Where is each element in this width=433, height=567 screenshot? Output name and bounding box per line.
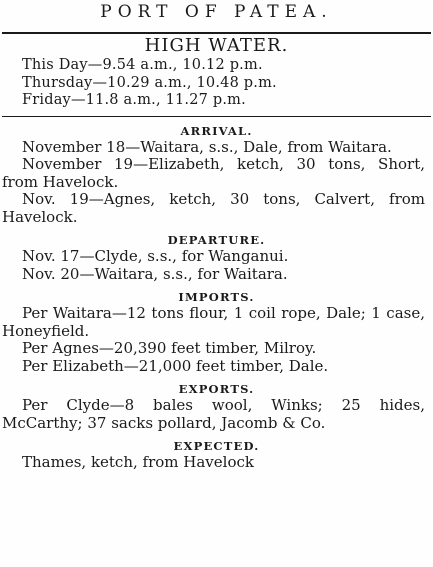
expected-heading: EXPECTED. [173,439,260,453]
arrival-heading: ARRIVAL. [180,123,253,138]
arrival-entry: November 19—Elizabeth, ketch, 30 tons, Short, from Havelock. [2,155,425,191]
high-water-heading: HIGH WATER. [144,35,289,56]
arrival-entry: Nov. 19—Agnes, ketch, 30 tons, Calvert, from Havelock. [2,190,425,226]
arrival-entry: November 18—Waitara, s.s., Dale, from Waitara. [22,137,392,156]
top-divider [2,32,431,34]
high-water-thursday: Thursday—10.29 a.m., 10.48 p.m. [22,74,277,91]
imports-entry: Per Elizabeth—21,000 feet timber, Dale. [22,356,329,375]
masthead-title: PORT OF PATEA. [100,2,333,22]
expected-entry: Thames, ketch, from Havelock [22,453,254,471]
departure-heading: DEPARTURE. [167,233,266,247]
imports-heading: IMPORTS. [178,290,255,304]
exports-entry: Per Clyde—8 bales wool, Winks; 25 hides, McCarthy; 37 sacks pollard, Jacomb & Co. [2,396,425,432]
high-water-today: This Day—9.54 a.m., 10.12 p.m. [22,57,263,73]
high-water-divider [2,116,431,117]
departure-entry: Nov. 17—Clyde, s.s., for Wanganui. [22,247,289,265]
exports-heading: EXPORTS. [178,382,255,396]
imports-entry: Per Agnes—20,390 feet timber, Milroy. [22,339,317,357]
high-water-friday: Friday—11.8 a.m., 11.27 p.m. [22,92,246,108]
imports-entry: Per Waitara—12 tons flour, 1 coil rope, Dale; 1 case, Honeyfield. [2,304,425,340]
departure-entry: Nov. 20—Waitara, s.s., for Waitara. [22,264,288,283]
